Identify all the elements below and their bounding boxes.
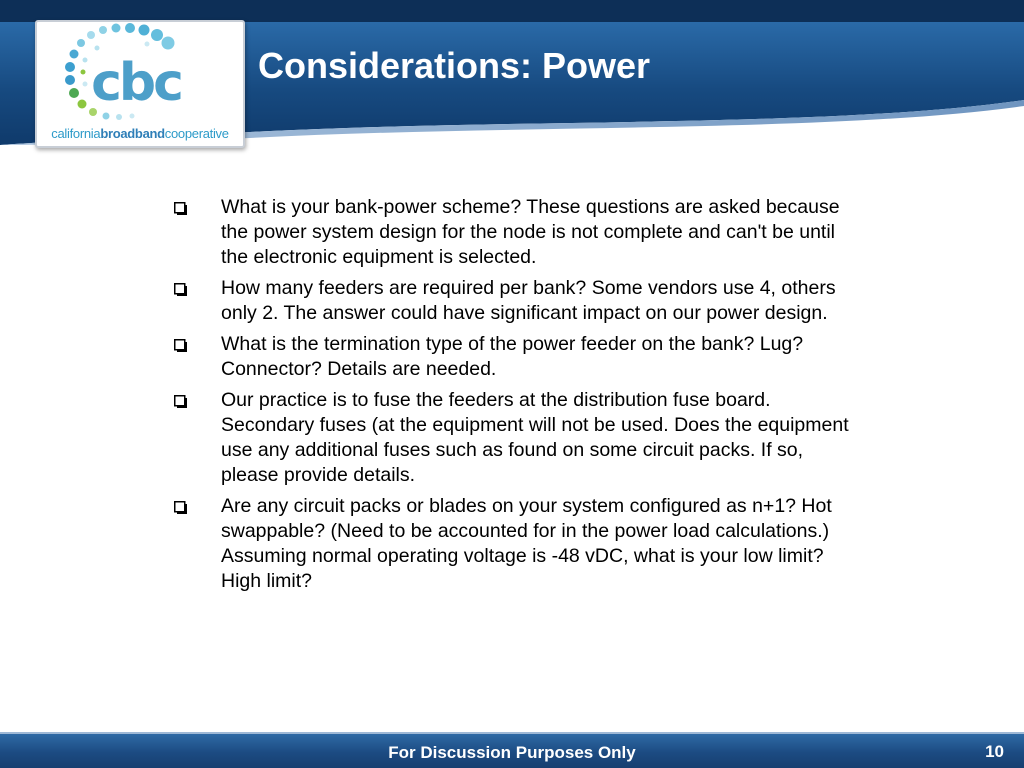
bullet-item xyxy=(172,332,862,382)
checkbox-bullet-icon xyxy=(174,395,187,408)
bullet-list xyxy=(172,195,862,600)
logo-caption-part3: cooperative xyxy=(164,126,229,141)
bullet-text: Are any circuit packs or blades on your system configured as n+1? Hot swappable? (Need to be accounted for in the power load calculations.) Assuming normal operating voltage is -48 vDC, what is your low limit? High limit? xyxy=(221,495,832,592)
bullet-item xyxy=(172,195,862,270)
bullet-item xyxy=(172,494,862,594)
slide-title: Considerations: Power xyxy=(258,45,651,86)
checkbox-bullet-icon xyxy=(174,501,187,514)
footer-bar xyxy=(0,732,1024,768)
logo-letters: cbc xyxy=(91,53,181,113)
bullet-text: What is your bank-power scheme? These questions are asked because the power system design for the node is not complete and can't be until the electronic equipment is selected. xyxy=(221,196,840,268)
logo-graphic xyxy=(37,22,243,126)
bullet-text: How many feeders are required per bank? Some vendors use 4, others only 2. The answer could have significant impact on our power design. xyxy=(221,277,836,324)
bullet-item xyxy=(172,388,862,488)
bullet-item xyxy=(172,276,862,326)
logo xyxy=(35,20,245,148)
logo-caption-part1: california xyxy=(51,126,101,141)
bullet-text: Our practice is to fuse the feeders at the distribution fuse board. Secondary fuses (at the equipment will not be used. Does the equipment use any additional fuses such as found on some circuit packs. If so, please provide details. xyxy=(221,389,849,486)
page-number: 10 xyxy=(985,742,1004,761)
checkbox-bullet-icon xyxy=(174,339,187,352)
bullet-text: What is the termination type of the power feeder on the bank? Lug? Connector? Details are needed. xyxy=(221,333,804,380)
logo-caption xyxy=(37,126,243,141)
checkbox-bullet-icon xyxy=(174,202,187,215)
checkbox-bullet-icon xyxy=(174,283,187,296)
logo-caption-part2: broadband xyxy=(100,126,165,141)
footer-text: For Discussion Purposes Only xyxy=(388,743,636,762)
